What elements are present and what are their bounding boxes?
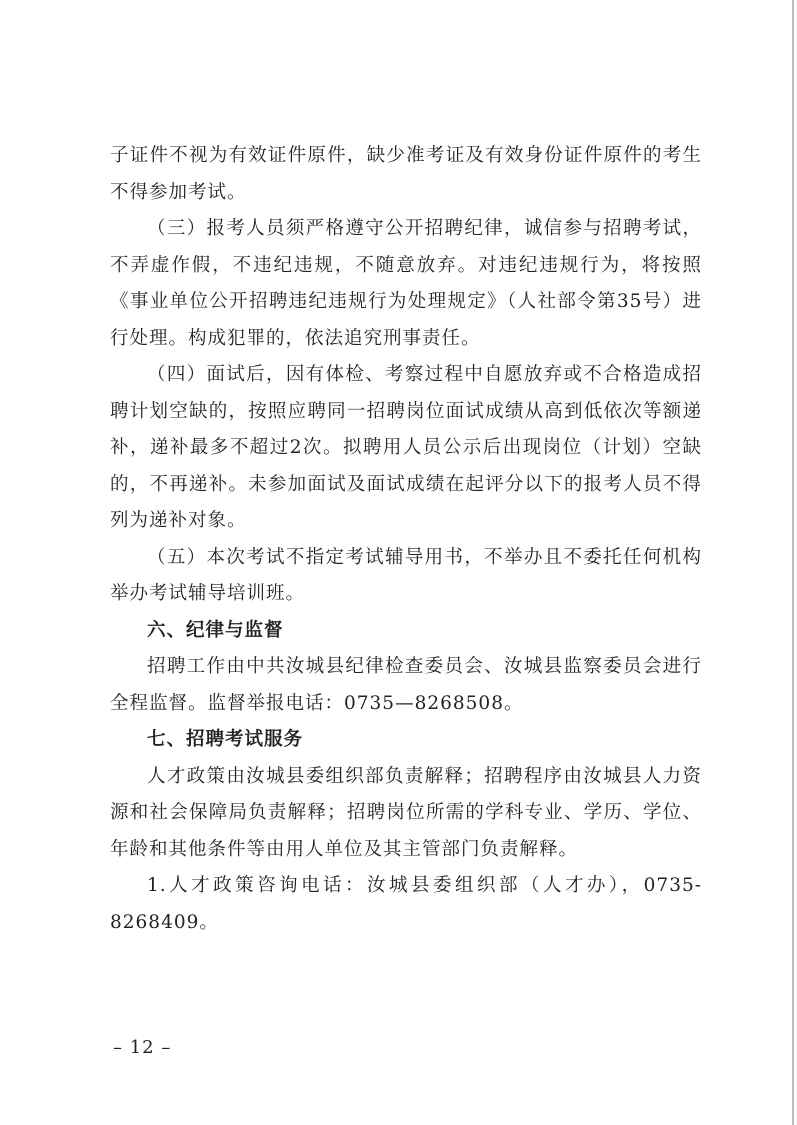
section-heading-exam-service: 七、招聘考试服务 — [147, 729, 304, 750]
section-heading-discipline-supervision: 六、纪律与监督 — [147, 619, 284, 641]
paragraph-supervision: 招聘工作由中共汝城县纪律检查委员会、汝城县监察委员会进行全程监督。监督举报电话：0735—8268508。 — [110, 656, 702, 714]
paragraph-talent-policy-phone: 1.人才政策咨询电话：汝城县委组织部（人才办），0735-8268409。 — [110, 875, 702, 933]
paragraph-no-tutoring: （五）本次考试不指定考试辅导用书，不举办且不委托任何机构举办考试辅导培训班。 — [110, 546, 702, 604]
document-body — [110, 138, 702, 941]
paragraph-id-documents: 子证件不视为有效证件原件，缺少准考证及有效身份证件原件的考生不得参加考试。 — [110, 145, 702, 203]
paragraph-substitution: （四）面试后，因有体检、考察过程中自愿放弃或不合格造成招聘计划空缺的，按照应聘同一招聘岗位面试成绩从高到低依次等额递补，递补最多不超过2次。拟聘用人员公示后出现岗位（计划）空缺的，不再递补。未参加面试及面试成绩在起评分以下的报考人员不得列为递补对象。 — [110, 364, 702, 531]
paragraph-discipline: （三）报考人员须严格遵守公开招聘纪律，诚信参与招聘考试，不弄虚作假，不违纪违规，不随意放弃。对违纪违规行为，将按照《事业单位公开招聘违纪违规行为处理规定》（人社部令第35号）进行处理。构成犯罪的，依法追究刑事责任。 — [110, 218, 702, 349]
paragraph-interpretation: 人才政策由汝城县委组织部负责解释；招聘程序由汝城县人力资源和社会保障局负责解释；招聘岗位所需的学科专业、学历、学位、年龄和其他条件等由用人单位及其主管部门负责解释。 — [110, 765, 702, 860]
page-number: – 12 – — [113, 1037, 172, 1058]
page-edge — [792, 0, 794, 1125]
